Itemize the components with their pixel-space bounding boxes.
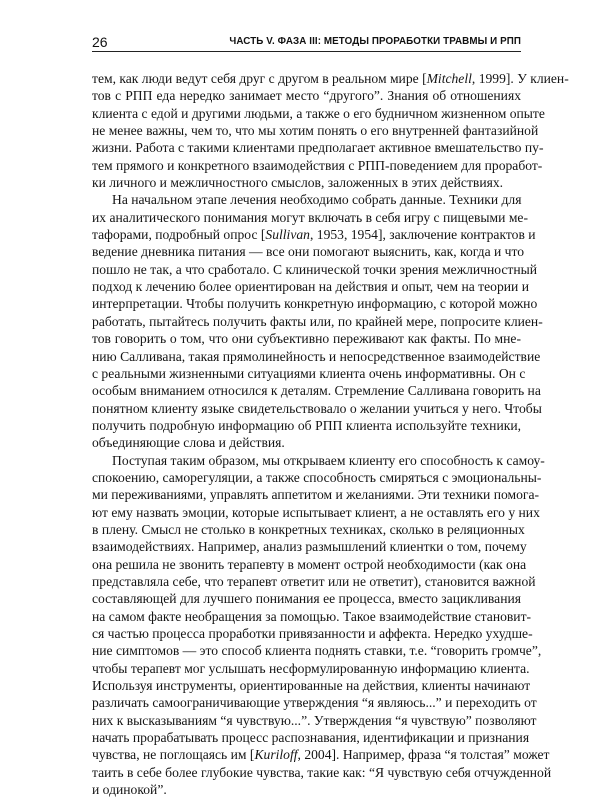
text-line: тем прямого и конкретного взаимодействия с РПП-поведением для проработ- [92, 157, 543, 173]
text-line: ние симптомов — это способ клиента поднять ставки, т.е. “говорить громче”, [92, 643, 542, 659]
text-line: ведение дневника питания — все они помогают выяснить, как, когда и что [92, 244, 525, 260]
text-line: на самом факте необращения за помощью. Такое взаимодействие становит- [92, 608, 532, 624]
text-line: объединяющие слова и действия. [92, 435, 285, 451]
paragraph [92, 191, 543, 451]
text-line: чтобы терапевт мог услышать несформулированную информацию клиента. [92, 660, 530, 676]
text-line: работать, пытайтесь получить факты или, по крайней мере, попросите клиен- [92, 313, 543, 329]
text-line: особым вниманием относился к деталям. Стремление Салливана говорить на [92, 383, 541, 399]
text-line: различать самоограничивающие утверждения “я являюсь...” и переходить от [92, 695, 537, 711]
text-line: составляющей для лучшего понимания ее процесса, вместо зацикливания [92, 591, 521, 607]
text-line: Поступая таким образом, мы открываем клиенту его способность к самоу- [112, 452, 545, 468]
running-head: ЧАСТЬ V. ФАЗА III: МЕТОДЫ ПРОРАБОТКИ ТРАВМЫ И РПП [229, 36, 521, 47]
text-line: чувства, не поглощаясь им [Kuriloff, 2004]. Например, фраза “я толстая” может [92, 747, 550, 763]
text-line: тем, как люди ведут себя друг с другом в реальном мире [Mitchell, 1999]. У клиен- [92, 71, 569, 86]
text-line: ми переживаниями, управлять аппетитом и желаниями. Эти техники помога- [92, 487, 540, 503]
text-line: начать прорабатывать процесс распознавания, идентификации и признания [92, 730, 530, 746]
text-line: и одинокой”. [92, 782, 167, 798]
text-line: она решила не звонить терапевту в момент острой необходимости (как она [92, 556, 527, 572]
text-line: таить в себе более глубокие чувства, такие как: “Я чувствую себя отчужденной [92, 764, 552, 780]
text-line: взаимодействиях. Например, анализ размышлений клиентки о том, почему [92, 539, 527, 555]
text-line: ют ему назвать эмоции, которые испытывает клиент, а не оставлять его у них [92, 504, 540, 520]
text-line: жизни. Работа с такими клиентами предполагает активное вмешательство пу- [92, 140, 544, 156]
text-line: не менее важны, чем то, что мы хотим понять о его внутренней фантазийной [92, 123, 539, 139]
text-line: тафорами, подробный опрос [Sullivan, 1953, 1954], заключение контрактов и [92, 227, 536, 243]
text-line: понятном клиенту языке свидетельствовало о желании учиться у него. Чтобы [92, 400, 542, 416]
text-line: ся частью процесса проработки привязанности и аффекта. Нередко ухудше- [92, 626, 533, 641]
page-number: 26 [92, 34, 108, 50]
text-line: пошло не так, а что сработало. С клинической точки зрения межличностный [92, 261, 538, 277]
header-rule [92, 51, 521, 52]
text-line: тов с РПП еда нередко занимает место “другого”. Знания об отношениях [92, 88, 521, 104]
text-line: получить подробную информацию об РПП клиента используйте техники, [92, 417, 521, 433]
paragraph [92, 452, 552, 798]
text-line: На начальном этапе лечения необходимо собрать данные. Техники для [112, 192, 522, 208]
text-line: подход к лечению более ориентирован на действия и опыт, чем на теории и [92, 279, 529, 295]
text-line: Используя инструменты, ориентированные на действия, клиенты начинают [92, 678, 531, 694]
text-line: них к высказываниям “я чувствую...”. Утверждения “я чувствую” позволяют [92, 712, 537, 728]
text-line: спокоению, саморегуляции, а также способность смиряться с эмоциональны- [92, 469, 542, 485]
paragraph [92, 70, 569, 191]
text-line: ки личного и межличностного смыслов, заложенных в этих действиях. [92, 175, 504, 191]
text-line: тов говорить о том, что они субъективно переживают как факты. По мне- [92, 331, 521, 347]
text-line: в плену. Смысл не столько в конкретных техниках, сколько в реляционных [92, 521, 525, 537]
text-line: нию Салливана, такая прямолинейность и непосредственное взаимодействие [92, 348, 541, 364]
text-line: их аналитического понимания могут включать в себя игру с пищевыми ме- [92, 209, 528, 225]
body-text [92, 70, 569, 798]
text-line: интерпретации. Чтобы получить конкретную информацию, с которой можно [92, 296, 538, 312]
page-header [92, 32, 521, 54]
text-line: клиента с едой и другими людьми, а также о его будничном жизненном опыте [92, 105, 545, 121]
text-line: представляла себе, что терапевт ответит или не ответит), становится важной [92, 573, 536, 589]
text-line: с реальными жизненными ситуациями клиента очень информативны. Он с [92, 365, 526, 381]
